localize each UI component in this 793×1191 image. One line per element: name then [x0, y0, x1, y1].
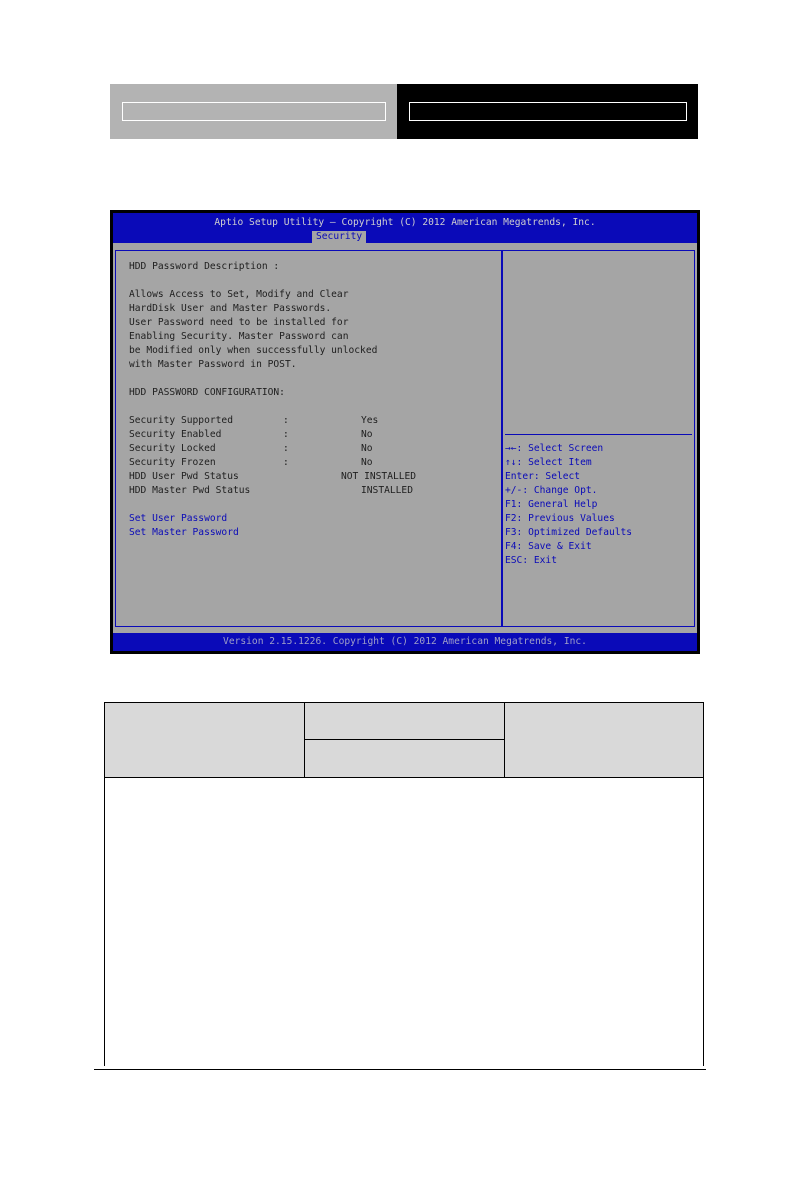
banner-left-frame: [122, 102, 386, 121]
help-pane: [502, 250, 695, 627]
status-value: NOT INSTALLED: [341, 471, 417, 482]
help-key: F3: Optimized Defaults: [505, 527, 633, 538]
status-value: Yes: [361, 415, 379, 426]
help-key: +/-: Change Opt.: [505, 485, 598, 496]
table-header-cell: [505, 703, 703, 777]
status-label: Security Enabled: [129, 429, 222, 440]
status-label: Security Locked: [129, 443, 216, 454]
description-heading: HDD Password Description :: [129, 261, 280, 272]
status-separator: :: [283, 443, 289, 454]
bios-footer: Version 2.15.1226. Copyright (C) 2012 American Megatrends, Inc.: [223, 636, 587, 647]
description-line: with Master Password in POST.: [129, 359, 297, 370]
status-separator: :: [283, 457, 289, 468]
tab-security[interactable]: Security: [312, 231, 366, 243]
help-key: F2: Previous Values: [505, 513, 615, 524]
status-label: Security Frozen: [129, 457, 216, 468]
bios-title-bar: [113, 213, 697, 243]
status-label: HDD Master Pwd Status: [129, 485, 251, 496]
bios-footer-bar: [113, 633, 697, 651]
help-key: ESC: Exit: [505, 555, 557, 566]
settings-pane: [115, 250, 502, 627]
table-body: [105, 777, 703, 1066]
description-line: HardDisk User and Master Passwords.: [129, 303, 332, 314]
description-line: Allows Access to Set, Modify and Clear: [129, 289, 349, 300]
help-key: F1: General Help: [505, 499, 598, 510]
table-header-cell: [105, 703, 305, 777]
description-line: User Password need to be installed for: [129, 317, 349, 328]
status-value: INSTALLED: [361, 485, 413, 496]
table-header-cell: [305, 703, 505, 740]
description-line: be Modified only when successfully unlocked: [129, 345, 378, 356]
set-master-password-item[interactable]: Set Master Password: [129, 527, 239, 538]
banner-right-panel: [397, 84, 698, 139]
table-header-cell: [305, 740, 505, 777]
status-value: No: [361, 457, 373, 468]
set-user-password-item[interactable]: Set User Password: [129, 513, 228, 524]
banner-left-panel: [110, 84, 397, 139]
page-header-banner: [110, 84, 698, 139]
banner-right-frame: [409, 102, 687, 121]
help-divider: [505, 434, 692, 435]
help-key: Enter: Select: [505, 471, 581, 482]
page-footer-rule: [94, 1069, 706, 1070]
status-separator: :: [283, 429, 289, 440]
status-value: No: [361, 429, 373, 440]
option-table: [104, 702, 704, 1066]
status-separator: :: [283, 415, 289, 426]
description-line: Enabling Security. Master Password can: [129, 331, 349, 342]
bios-screen: [110, 210, 700, 654]
status-label: HDD User Pwd Status: [129, 471, 239, 482]
status-value: No: [361, 443, 373, 454]
help-key: →←: Select Screen: [505, 443, 604, 454]
help-key: F4: Save & Exit: [505, 541, 592, 552]
help-key: ↑↓: Select Item: [505, 457, 592, 468]
status-label: Security Supported: [129, 415, 233, 426]
bios-screen-inner: [113, 213, 697, 651]
bios-title: Aptio Setup Utility – Copyright (C) 2012 American Megatrends, Inc.: [214, 217, 596, 228]
config-heading: HDD PASSWORD CONFIGURATION:: [129, 387, 285, 398]
